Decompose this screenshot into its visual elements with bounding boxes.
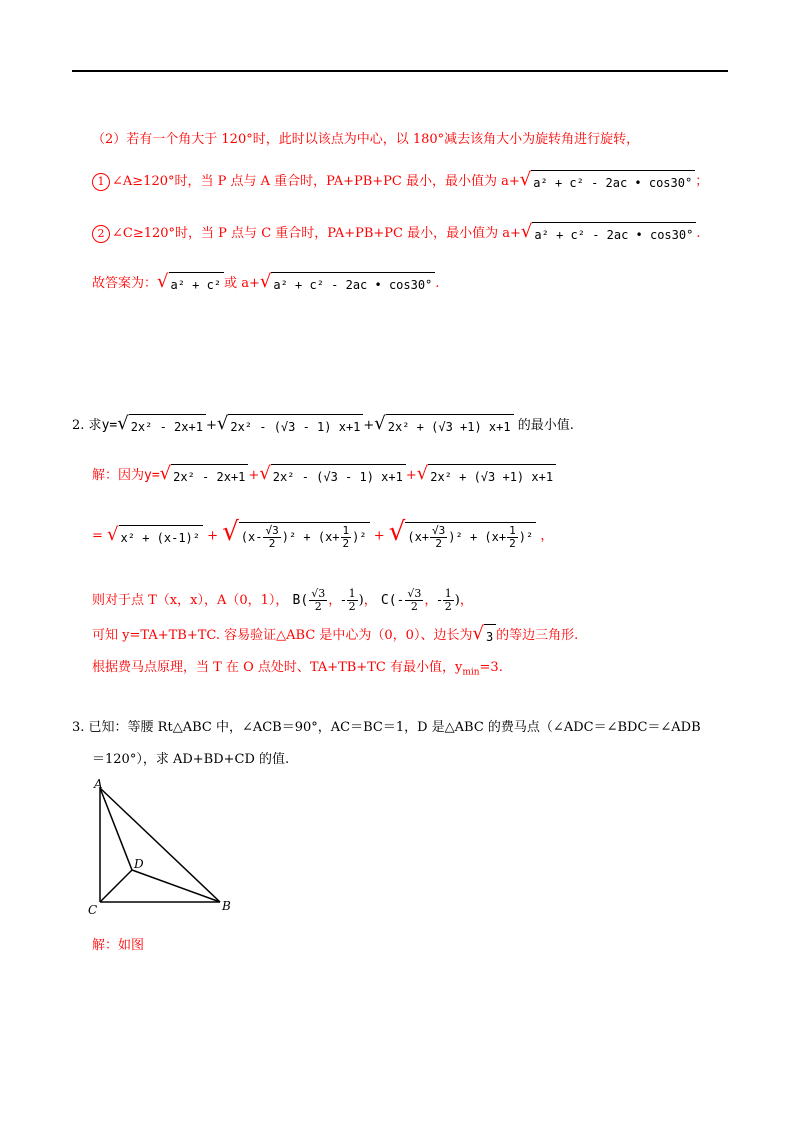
radicand: 2x² - 2x+1	[171, 464, 248, 487]
q2-ask: 求	[88, 418, 102, 433]
q2-solution-line1	[92, 464, 556, 487]
sqrt-expression: √ 2x² - 2x+1	[117, 414, 206, 437]
fraction: $\frac{√3}{2}$	[311, 587, 326, 613]
fraction: $\frac{√3}{2}$	[407, 587, 422, 613]
plus: +	[363, 418, 375, 433]
label-B: B	[222, 899, 231, 913]
punct: ，	[328, 593, 342, 608]
conclusion-end: =3.	[479, 660, 503, 675]
punct: ，	[459, 593, 473, 608]
case1-condition: ∠A≥120°时，当 P 点与 A 重合时，PA+PB+PC 最小，最小值为 a+	[112, 174, 520, 189]
sqrt-expression: √ a² + c² - 2ac • cos30°	[520, 170, 695, 193]
point-B-label: B(	[292, 593, 309, 608]
fraction: $\frac{1}{2}$	[342, 524, 350, 550]
sqrt-expression: √ x² + (x-1)²	[107, 525, 203, 548]
plus: +	[248, 468, 260, 483]
sqrt-expression: √ 2x² + (√3 +1) x+1	[417, 464, 556, 487]
answer-line	[92, 272, 439, 295]
punct: ，	[363, 593, 377, 608]
q2-statement	[72, 414, 574, 437]
equals: =	[92, 528, 103, 544]
answer-prefix: 故答案为：	[92, 276, 158, 291]
sqrt-expression: √ (x- $\frac{√3}{2}$ )² + (x+ $\frac{1}{2}$ )²	[222, 522, 369, 550]
header-rule	[72, 70, 728, 72]
radicand: x² + (x-1)²	[119, 525, 203, 548]
radicand: 2x² + (√3 +1) x+1	[428, 464, 556, 487]
radicand: 2x² + (√3 +1) x+1	[386, 414, 514, 437]
fraction: $\frac{1}{2}$	[348, 587, 356, 613]
segment-CD	[100, 870, 132, 902]
case1-line	[92, 170, 708, 193]
radicand: a² + c²	[169, 272, 225, 295]
y-label: y=	[144, 468, 160, 483]
punct: ，	[540, 528, 554, 544]
plus: +	[207, 528, 219, 544]
answer-middle: 或 a+	[224, 276, 260, 291]
plus: +	[405, 468, 417, 483]
triangle-figure	[84, 776, 244, 916]
part2-intro: （2）若有一个角大于 120°时，此时以该点为中心，以 180°减去该角大小为旋转角进行旋转，	[92, 132, 640, 147]
sqrt-expression: √ a² + c²	[157, 272, 224, 295]
radicand: (x+ $\frac{√3}{2}$ )² + (x+ $\frac{1}{2}$ )²	[405, 522, 536, 550]
case2-line	[92, 222, 700, 245]
sqrt-expression: √ 2x² + (√3 +1) x+1	[374, 414, 513, 437]
q3-statement-line2: ＝120°），求 AD+BD+CD 的值.	[92, 752, 290, 767]
fraction: $\frac{1}{2}$	[444, 587, 452, 613]
sqrt-expression: √ 3	[472, 624, 496, 647]
question-number: 3.	[72, 720, 85, 735]
label-D: D	[134, 857, 144, 871]
q2-tail: 的最小值.	[517, 418, 574, 433]
case2-condition: ∠C≥120°时，当 P 点与 C 重合时，PA+PB+PC 最小，最小值为 a+	[112, 226, 521, 241]
verify-text-end: 的等边三角形.	[496, 628, 579, 643]
segment-BD	[132, 870, 220, 902]
radicand: 2x² - (√3 - 1) x+1	[271, 464, 406, 487]
radicand: 2x² - (√3 - 1) x+1	[228, 414, 363, 437]
punct: .	[696, 226, 701, 241]
label-A: A	[94, 777, 103, 791]
fraction: $\frac{√3}{2}$	[432, 524, 446, 550]
radicand: 3	[484, 624, 496, 647]
solution-prefix: 解：因为	[92, 468, 145, 483]
label-C: C	[88, 903, 98, 916]
question-number: 2.	[72, 418, 85, 433]
q3-solution: 解：如图	[92, 938, 145, 953]
sqrt-expression: √ a² + c² - 2ac • cos30°	[521, 222, 696, 245]
radicand: a² + c² - 2ac • cos30°	[271, 272, 435, 295]
plus: +	[373, 528, 385, 544]
segment-AD	[100, 788, 132, 870]
sqrt-expression: √ 2x² - (√3 - 1) x+1	[259, 464, 406, 487]
plus: +	[205, 418, 217, 433]
subscript-min: min	[462, 667, 480, 678]
points-text: 则对于点 T（x，x），A（0，1），	[92, 593, 289, 608]
q2-points-line: 则对于点 T（x，x），A（0，1）， B( $\frac{√3}{2}$ ，- $\frac{1}{2}$ )， C(- $\frac{√3}{2}$ ，- $\frac{1}{2}$ )，	[92, 587, 473, 613]
radicand: a² + c² - 2ac • cos30°	[532, 222, 696, 245]
sqrt-expression: √ (x+ $\frac{√3}{2}$ )² + (x+ $\frac{1}{2}$ )²	[389, 522, 536, 550]
circled-number: 2	[92, 225, 110, 243]
radicand: (x- $\frac{√3}{2}$ )² + (x+ $\frac{1}{2}$ )²	[239, 522, 370, 550]
q2-verify-line	[92, 624, 578, 647]
circled-number: 1	[92, 173, 110, 191]
q3-text: 已知：等腰 Rt△ABC 中，∠ACB＝90°，AC＝BC＝1，D 是△ABC 的费马点（∠ADC＝∠BDC＝∠ADB	[88, 720, 701, 735]
y-label: y=	[101, 418, 118, 433]
fraction: $\frac{√3}{2}$	[265, 524, 279, 550]
conclusion-text: 根据费马点原理，当 T 在 O 点处时、TA+TB+TC 有最小值，y	[92, 660, 463, 675]
punct: ，	[424, 593, 438, 608]
verify-text: 可知 y=TA+TB+TC. 容易验证△ABC 是中心为（0，0）、边长为	[92, 628, 473, 643]
sqrt-expression: √ a² + c² - 2ac • cos30°	[260, 272, 435, 295]
q2-solution-line2	[92, 517, 554, 550]
radicand: 2x² - 2x+1	[129, 414, 206, 437]
radicand: a² + c² - 2ac • cos30°	[531, 170, 695, 193]
fraction: $\frac{1}{2}$	[509, 524, 516, 550]
sqrt-expression: √ 2x² - (√3 - 1) x+1	[217, 414, 364, 437]
q2-conclusion-line	[92, 658, 503, 683]
point-C-label: C(-	[380, 593, 405, 608]
sqrt-expression: √ 2x² - 2x+1	[160, 464, 249, 487]
q3-statement-line1	[72, 718, 701, 738]
punct: ；	[695, 174, 709, 189]
punct: .	[435, 276, 440, 291]
